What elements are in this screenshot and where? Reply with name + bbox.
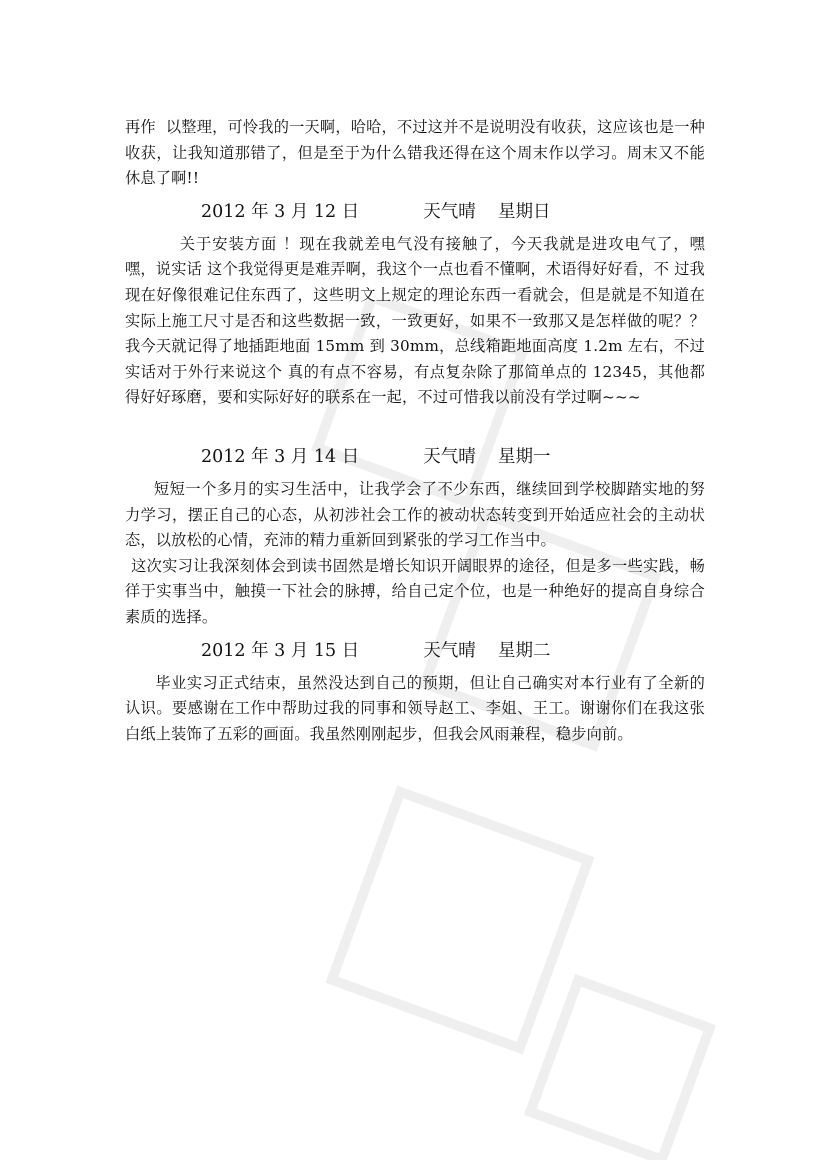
entry-date: 2012 年 3 月 14 日 <box>201 446 360 467</box>
entry-weather-day: 天气晴 星期二 <box>423 640 551 661</box>
entry-paragraph: 这次实习让我深刻体会到读书固然是增长知识开阔眼界的途径，但是多一些实践，畅徉于实事当中，触摸一下社会的脉搏，给自己定个位，也是一种绝好的提高自身综合素质的选择。 <box>125 556 705 626</box>
entry-header-mar-15 <box>125 637 705 665</box>
entry-date: 2012 年 3 月 15 日 <box>201 640 360 661</box>
entry-paragraph: 毕业实习正式结束，虽然没达到自己的预期，但让自己确实对本行业有了全新的认识。要感谢在工作中帮助过我的同事和领导赵工、李姐、王工。谢谢你们在我这张白纸上装饰了五彩的画面。我虽然刚刚起步，但我会风雨兼程，稳步向前。 <box>125 673 705 743</box>
entry-paragraph: 短短一个多月的实习生活中，让我学会了不少东西，继续回到学校脚踏实地的努力学习，摆正自己的心态，从初涉社会工作的被动状态转变到开始适应社会的主动状态，以放松的心情，充沛的精力重新回到紧张的学习工作当中。 <box>125 479 705 550</box>
entry-weather-day: 天气晴 星期日 <box>423 201 551 222</box>
entry-paragraph: 关于安装方面 ！现在我就差电气没有接触了，今天我就是进攻电气了，嘿嘿，说实话 这个我觉得更是难弄啊，我这个一点也看不懂啊，术语得好好看，不 过我现在好像很难记住东西了，这些明文上规定的理论东西一看就会，但是就是不知道在实际上施工尺寸是否和这些数据一致，一致更好，如果不一致那又是怎样做的呢？？我今天就记得了地插距地面 15mm 到 30mm，总线箱距地面高度 1.2m 左右，不过实话对于外行来说这个 真的有点不容易，有点复杂除了那简单点的 12345，其他都得好好琢磨，要和实际好好的联系在一起，不过可惜我以前没有学过啊~~~ <box>125 234 705 407</box>
entry-header-mar-12 <box>125 198 705 226</box>
entry-header-mar-14 <box>125 443 705 471</box>
entry-date: 2012 年 3 月 12 日 <box>201 201 360 222</box>
intro-paragraph: 再作 以整理，可怜我的一天啊，哈哈，不过这并不是说明没有收获，这应该也是一种收获，让我知道那错了，但是至于为什么错我还得在这个周末作以学习。周末又不能休息了啊!! <box>125 118 705 188</box>
entry-weather-day: 天气晴 星期一 <box>423 446 551 467</box>
document-body <box>125 115 705 747</box>
